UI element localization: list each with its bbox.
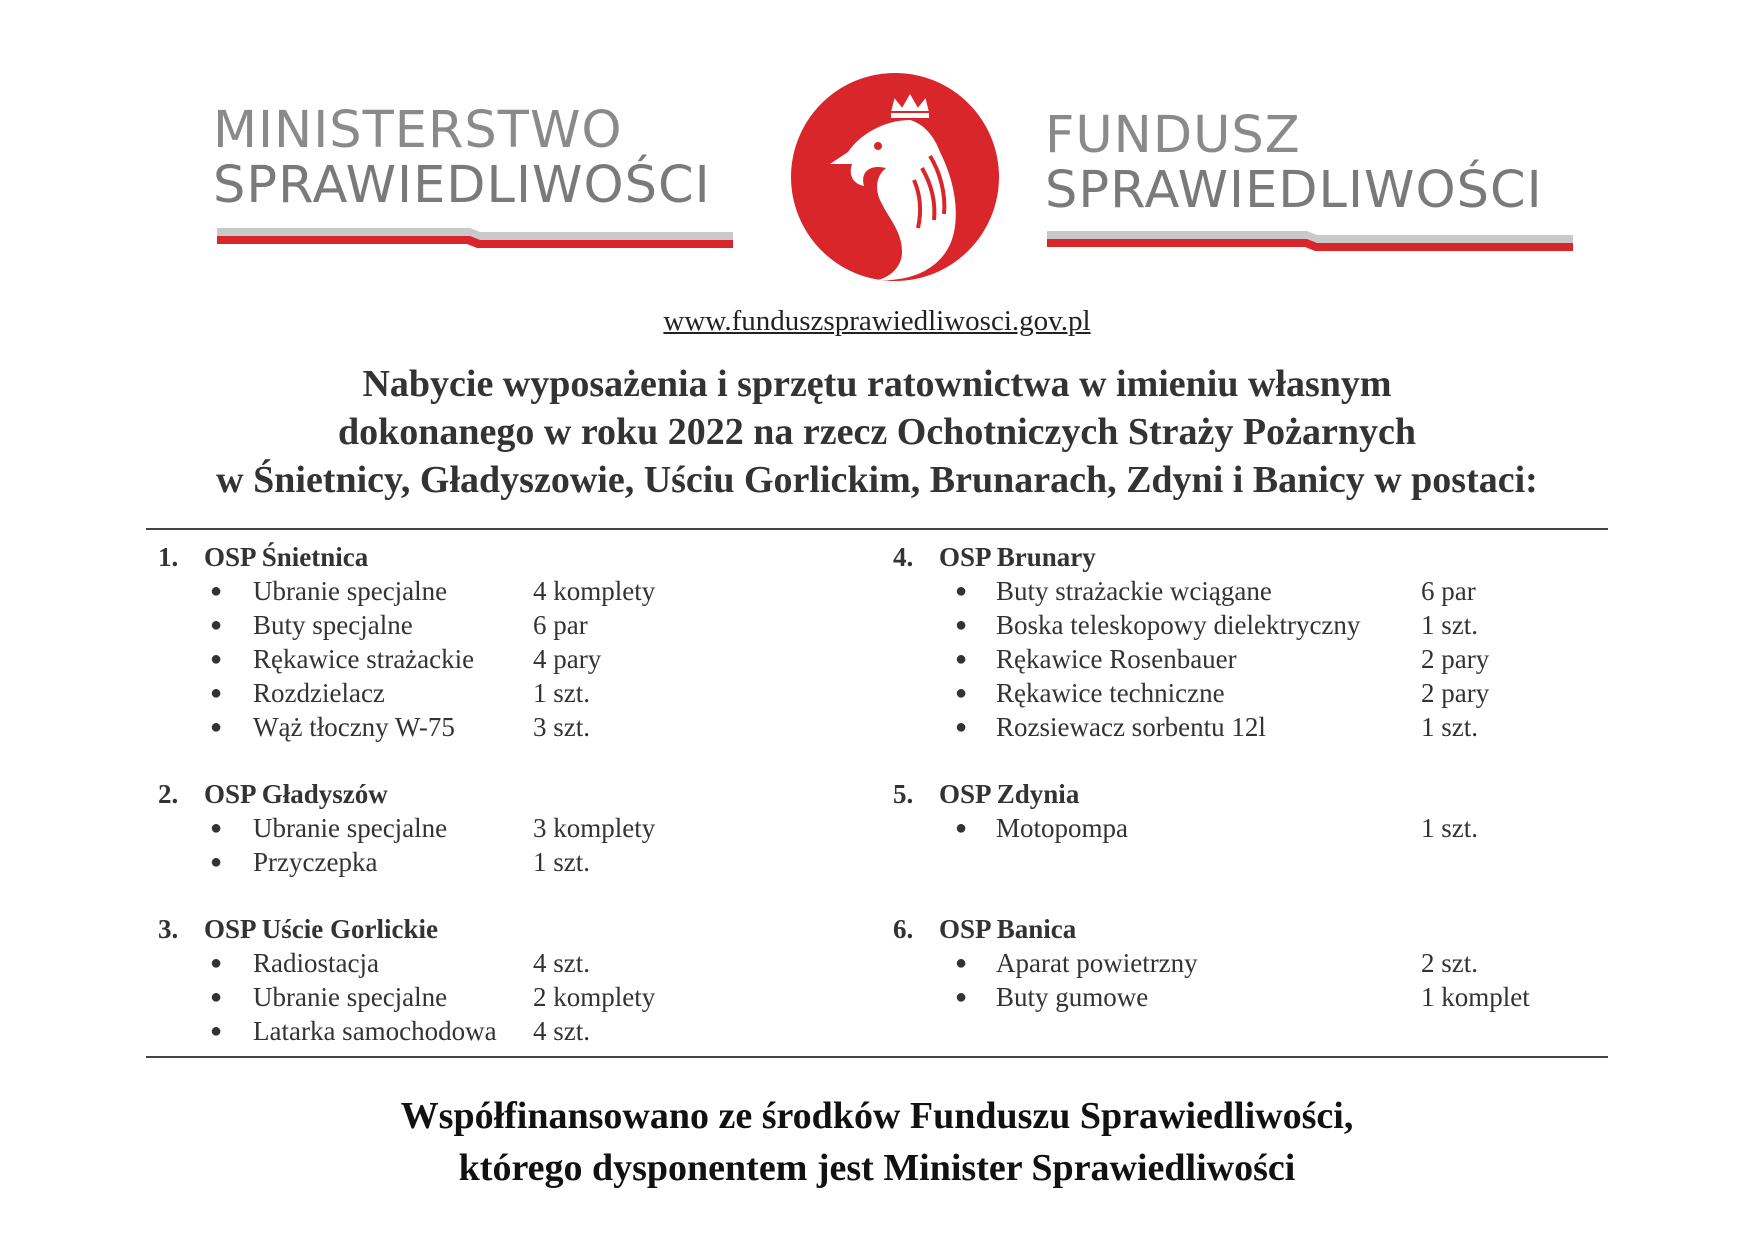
fund-flag-stripe (1045, 225, 1575, 255)
group-heading: 4. OSP Brunary (893, 542, 1096, 572)
cofinancing-note (0, 1090, 1754, 1194)
title-line: w Śnietnicy, Gładyszowie, Uściu Gorlickim, Brunarach, Zdyni i Banicy w postaci: (216, 459, 1538, 501)
document-title (0, 360, 1754, 504)
footer-line: Współfinansowano ze środków Funduszu Sprawiedliwości, (400, 1095, 1354, 1137)
ministry-logo-line2: SPRAWIEDLIWOŚCI (213, 156, 711, 215)
group-heading: 1. OSP Śnietnica (158, 542, 369, 572)
eagle-emblem-icon (790, 72, 1000, 282)
title-line: Nabycie wyposażenia i sprzętu ratownictwa w imieniu własnym (362, 363, 1392, 405)
group-heading: 2. OSP Gładyszów (158, 779, 388, 809)
footer-line: którego dysponentem jest Minister Sprawiedliwości (458, 1147, 1296, 1189)
ministry-flag-stripe (215, 222, 735, 252)
bottom-divider (146, 1056, 1608, 1058)
top-divider (146, 528, 1608, 530)
group-heading: 5. OSP Zdynia (893, 779, 1080, 809)
group-heading: 6. OSP Banica (893, 914, 1077, 944)
website-link[interactable]: www.funduszsprawiedliwosci.gov.pl (663, 305, 1091, 337)
title-line: dokonanego w roku 2022 na rzecz Ochotniczych Straży Pożarnych (338, 411, 1416, 453)
fund-logo-line2: SPRAWIEDLIWOŚCI (1045, 161, 1543, 220)
ministry-logo-line1: MINISTERSTWO (213, 101, 623, 160)
group-heading: 3. OSP Uście Gorlickie (158, 914, 438, 944)
fund-logo-line1: FUNDUSZ (1045, 106, 1301, 165)
